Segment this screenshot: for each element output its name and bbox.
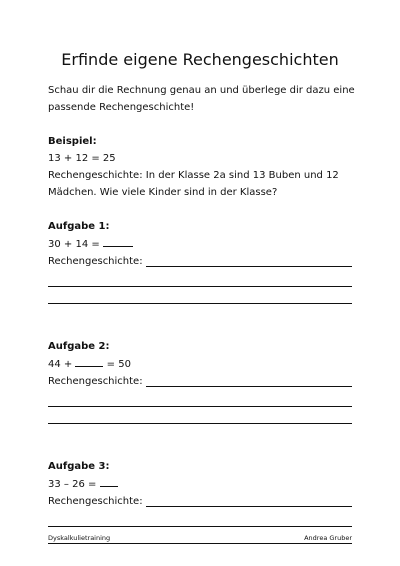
task-2-heading: Aufgabe 2:	[48, 341, 110, 352]
footer-right: Andrea Gruber	[304, 534, 352, 542]
task-1-story-row	[48, 253, 352, 270]
task-3-heading: Aufgabe 3:	[48, 461, 110, 472]
task-1-equation	[48, 235, 352, 253]
instructions	[48, 82, 355, 116]
example-equation: 13 + 12 = 25	[48, 153, 116, 164]
task-1-write-line-2	[48, 287, 352, 304]
task-1-equation-text: 30 + 14 =	[48, 239, 103, 250]
task-2-story-row	[48, 373, 352, 390]
task-1-story-label: Rechengeschichte:	[48, 256, 143, 267]
example-story-line-1: Rechengeschichte: In der Klasse 2a sind 13 Buben und 12	[48, 170, 339, 181]
worksheet-content	[48, 82, 355, 544]
task-1-heading: Aufgabe 1:	[48, 221, 110, 232]
task-2-story-label: Rechengeschichte:	[48, 376, 143, 387]
task-3-equation	[48, 475, 352, 493]
task-3-story-write-line	[146, 494, 352, 507]
task-2-write-line-1	[48, 390, 352, 407]
task-2-equation-suffix: = 50	[103, 359, 131, 370]
task-3-equation-text: 33 – 26 =	[48, 479, 100, 490]
task-3-story-row	[48, 493, 352, 510]
task-2-equation-prefix: 44 +	[48, 359, 76, 370]
footer-left: Dyskalkulietraining	[48, 534, 111, 542]
task-2-answer-blank	[75, 355, 103, 367]
task-1-answer-blank	[103, 235, 133, 247]
task-3-story-label: Rechengeschichte:	[48, 496, 143, 507]
task-1-story-write-line	[146, 254, 352, 267]
example-story-line-2: Mädchen. Wie viele Kinder sind in der Klasse?	[48, 187, 278, 198]
task-3-answer-blank	[100, 475, 118, 487]
instructions-line-1: Schau dir die Rechnung genau an und überlege dir dazu eine	[48, 85, 355, 96]
task-3-write-line-1	[48, 510, 352, 527]
task-1-write-line-1	[48, 270, 352, 287]
instructions-line-2: passende Rechengeschichte!	[48, 102, 195, 113]
task-2-equation	[48, 355, 352, 373]
page-title: Erfinde eigene Rechengeschichten	[61, 50, 339, 69]
task-2-story-write-line	[146, 374, 352, 387]
task-2-write-line-2	[48, 407, 352, 424]
example-heading: Beispiel:	[48, 136, 97, 147]
